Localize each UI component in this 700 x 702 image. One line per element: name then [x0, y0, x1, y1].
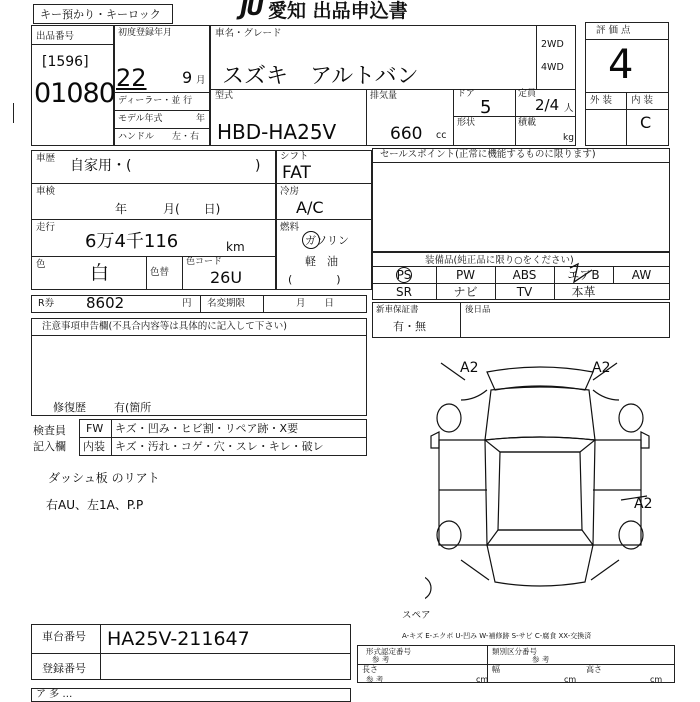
- handwritten-note-2: 右AU、左1A、P.P: [46, 498, 144, 512]
- length-ref: 参 考: [366, 675, 384, 684]
- capacity-label: 定員: [518, 89, 537, 99]
- capacity-unit: 人: [564, 103, 574, 114]
- interior-row-label: 内装: [83, 440, 105, 453]
- repaint-label: 色替: [150, 267, 170, 278]
- history-close-paren: ): [255, 158, 261, 174]
- fuel-other: ( ): [288, 273, 341, 286]
- fw-text: キズ・凹み・ヒビ割・リペア跡・X要: [115, 422, 299, 435]
- grade-overall: 4: [608, 42, 634, 88]
- width-unit: cm: [564, 675, 577, 684]
- inspection-text: 年 月( 日): [115, 202, 221, 216]
- drive-2wd[interactable]: 2WD: [541, 39, 564, 50]
- damage-mark-a2-right: A2: [592, 360, 611, 376]
- capacity-value: 2/4: [535, 96, 560, 114]
- load-unit: kg: [563, 133, 574, 143]
- fuel-circle: [302, 231, 320, 249]
- car-left-side: [439, 440, 487, 545]
- registration-month: 9: [182, 68, 193, 87]
- wheel-front-right-icon: [619, 404, 643, 432]
- car-rear: [487, 545, 593, 586]
- name-change-label: 名変期限: [207, 298, 246, 309]
- mileage-unit: km: [226, 240, 245, 254]
- vehicle-name-label: 車名・グレード: [215, 28, 282, 39]
- repair-history-label: 修復歴: [53, 401, 86, 414]
- equipment-abs[interactable]: ABS: [512, 268, 537, 282]
- inspector-label-2: 記入欄: [33, 440, 66, 453]
- equipment-leather[interactable]: 本革: [571, 285, 596, 299]
- car-diagram: [425, 360, 655, 600]
- new-car-warranty-value: 有・無: [393, 320, 426, 333]
- length-label: 長さ: [362, 665, 378, 674]
- key-label: キー預かり・キーロック: [40, 8, 161, 21]
- model-year-label: モデル年式: [118, 114, 163, 124]
- displacement-value: 660: [390, 124, 423, 144]
- airbag-check-mark: [566, 262, 596, 286]
- interior-grade: C: [640, 113, 652, 132]
- certified-label: 形式認定番号: [366, 647, 411, 656]
- lot-number: 01080: [34, 78, 115, 109]
- spare-label: スペア: [402, 610, 431, 621]
- dealer-label: ディーラー・並 行: [118, 96, 193, 106]
- exterior-label: 外 装: [590, 95, 613, 106]
- name-change-text: 月 日: [296, 298, 335, 309]
- repair-history-value: 有(箇所: [114, 401, 152, 414]
- post-item-label: 後日品: [465, 305, 491, 315]
- recycle-label: R券: [38, 298, 55, 309]
- category-ref: 参 考: [532, 655, 550, 664]
- recycle-value: 8602: [86, 294, 125, 312]
- damage-legend: A-キズ E-エクボ U-凹み W-補修跡 S-サビ C-腐食 XX-交換済: [402, 632, 592, 640]
- inspector-label-1: 検査員: [33, 424, 66, 437]
- spare-wheel-icon: [425, 576, 431, 600]
- wheel-front-left-icon: [437, 404, 461, 432]
- fuel-label: 燃料: [280, 222, 300, 233]
- sales-point-label: セールスポイント(正常に機能するものに限ります): [380, 149, 596, 160]
- car-hood: [485, 387, 595, 440]
- shift-value: FAT: [282, 163, 311, 183]
- inspection-label: 車検: [36, 186, 56, 197]
- handwritten-note-1: ダッシュ板 のリアト: [48, 471, 160, 485]
- notes-label: 注意事項申告欄(不具合内容等は具体的に記入して下さい): [42, 321, 287, 332]
- fw-label: FW: [86, 422, 104, 435]
- fuel-diesel: 軽 油: [305, 255, 338, 268]
- color-code-value: 26U: [210, 268, 243, 287]
- car-windshield: [485, 437, 595, 452]
- vehicle-name-value: スズキ アルトバン: [222, 64, 419, 89]
- width-label: 幅: [492, 665, 500, 674]
- car-right-mirror: [641, 432, 649, 448]
- grade-label: 評 価 点: [596, 25, 631, 36]
- equipment-airbag[interactable]: エアB: [567, 268, 600, 282]
- car-rear-window: [487, 530, 593, 545]
- chassis-value: HA25V-211647: [107, 628, 250, 650]
- car-roof: [498, 452, 582, 530]
- shape-label: 形状: [457, 118, 476, 128]
- equipment-ps[interactable]: PS: [396, 268, 412, 282]
- lot-small-number: [1596]: [42, 54, 89, 70]
- displacement-label: 排気量: [370, 91, 398, 101]
- equipment-sr[interactable]: SR: [396, 285, 412, 299]
- lot-label: 出品番号: [36, 31, 75, 42]
- interior-label: 内 装: [631, 95, 654, 106]
- displacement-unit: cc: [436, 130, 447, 141]
- door-label: ドア: [457, 89, 475, 99]
- drive-4wd[interactable]: 4WD: [541, 62, 564, 73]
- damage-mark-a2-side: A2: [634, 496, 653, 512]
- plate-label: 登録番号: [42, 662, 86, 675]
- interior-row-text: キズ・汚れ・コゲ・穴・スレ・キレ・破レ: [115, 440, 324, 453]
- category-label: 類別区分番号: [492, 647, 537, 656]
- equipment-ps-circle: [396, 267, 412, 283]
- height-label: 高さ: [586, 665, 602, 674]
- ac-value: A/C: [296, 198, 324, 217]
- equipment-tv[interactable]: TV: [516, 285, 533, 299]
- model-label: 型式: [215, 91, 234, 101]
- registration-label: 初度登録年月: [118, 28, 173, 38]
- equipment-pw[interactable]: PW: [455, 268, 476, 282]
- history-value: 自家用・(: [70, 158, 132, 174]
- door-value: 5: [480, 97, 492, 118]
- equipment-label: 装備品(純正品に限り○をください): [425, 255, 574, 266]
- color-label: 色: [36, 259, 46, 270]
- sales-point-box: [372, 148, 670, 252]
- equipment-aw[interactable]: AW: [631, 268, 652, 282]
- recycle-unit: 円: [182, 298, 192, 309]
- handle-options: 左・右: [172, 132, 200, 142]
- load-label: 積載: [518, 118, 537, 128]
- equipment-navi[interactable]: ナビ: [453, 285, 478, 299]
- registration-month-unit: 月: [196, 75, 206, 86]
- ac-label: 冷房: [280, 186, 300, 197]
- fuel-value: ガソリン: [305, 234, 349, 247]
- history-label: 車歴: [36, 153, 56, 164]
- mileage-label: 走行: [36, 222, 56, 233]
- handle-label: ハンドル: [118, 132, 155, 142]
- color-code-label: 色コード: [186, 257, 223, 267]
- left-margin-mark: [13, 103, 14, 123]
- registration-year: 22: [116, 64, 147, 92]
- chassis-label: 車台番号: [42, 630, 86, 643]
- color-value: 白: [90, 262, 110, 284]
- shift-label: シフト: [280, 151, 309, 162]
- certified-ref: 参 考: [372, 655, 390, 664]
- height-unit: cm: [650, 675, 663, 684]
- car-right-side: [593, 440, 641, 545]
- mileage-value: 6万4千116: [85, 231, 179, 252]
- model-year-unit: 年: [196, 114, 206, 124]
- ju-logo: JU: [240, 0, 263, 21]
- damage-mark-a2-left: A2: [460, 360, 479, 376]
- form-title: 愛知 出品申込書: [268, 0, 408, 22]
- bottom-cutoff-text: ア 多 …: [36, 689, 73, 700]
- car-left-mirror: [431, 432, 439, 448]
- length-unit: cm: [476, 675, 489, 684]
- model-value: HBD-HA25V: [217, 120, 337, 144]
- new-car-warranty-label: 新車保証書: [376, 305, 419, 315]
